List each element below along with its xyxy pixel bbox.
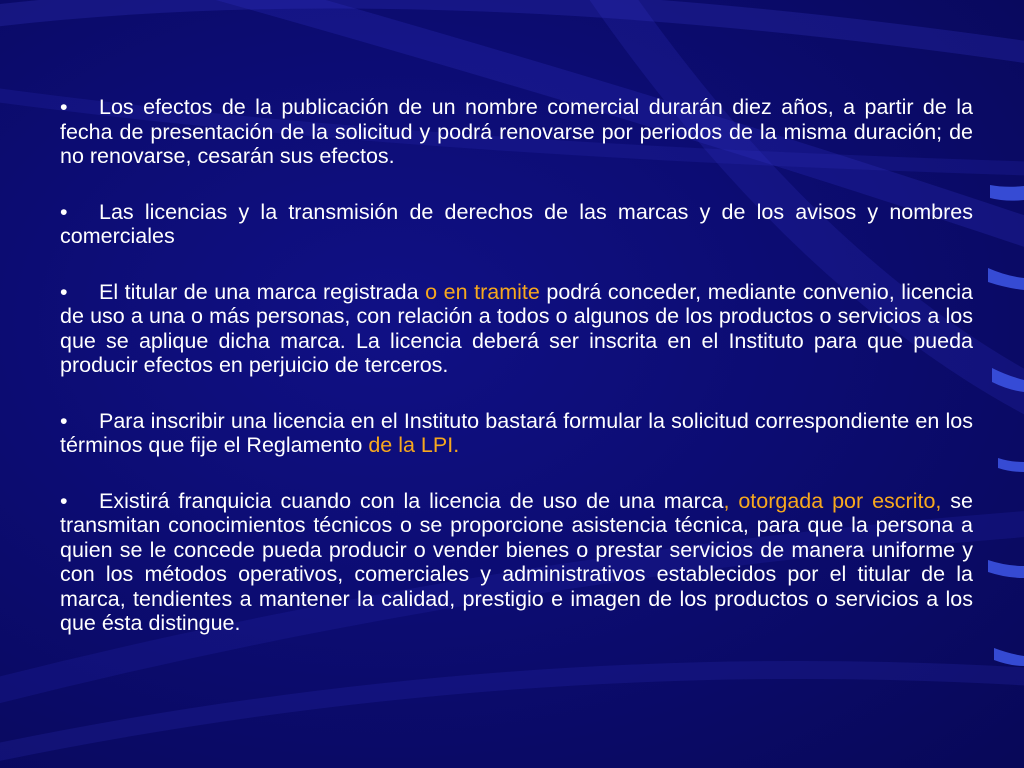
- paragraph-text: podrá conceder, mediante convenio, licencia de uso a una o más personas, con relación a todos o algunos de los productos o servicios a los que se aplique dicha marca. La licencia deberá ser inscrita en el Instituto para que pueda producir efectos en perjuicio de terceros.: [60, 279, 973, 377]
- paragraph-text: Los efectos de la publicación de un nombre comercial durarán diez años, a partir de la fecha de presentación de la solicitud y podrá renovarse por periodos de la misma duración; de no renovarse, cesarán sus efectos.: [60, 95, 973, 168]
- bullet-item-inscripcion-licencia: [60, 409, 973, 458]
- paragraph-text: Las licencias y la transmisión de derechos de las marcas y de los avisos y nombres comerciales: [60, 199, 973, 248]
- bullet-item-nombre-comercial-vigencia: [60, 95, 973, 169]
- paragraph-text: El titular de una marca registrada: [99, 279, 426, 304]
- bullet-list: [60, 95, 973, 667]
- bullet-marker: •: [60, 199, 68, 224]
- bullet-marker: •: [60, 95, 68, 119]
- bullet-item-titular-licencia: [60, 280, 973, 378]
- highlighted-text: de la LPI.: [368, 433, 460, 457]
- highlighted-text: , otorgada por escrito,: [723, 488, 942, 513]
- paragraph-text: Existirá franquicia cuando con la licencia de uso de una marca: [99, 488, 724, 513]
- bullet-marker: •: [60, 279, 68, 304]
- right-edge-dash-5: [988, 560, 1024, 578]
- paragraph-text: Para inscribir una licencia en el Instituto bastará formular la solicitud correspondiente en los términos que fije el Reglamento: [60, 408, 973, 457]
- right-edge-dash-6: [994, 648, 1024, 666]
- bullet-marker: •: [60, 408, 68, 433]
- bullet-marker: •: [60, 488, 68, 513]
- paragraph-text: se transmitan conocimientos técnicos o se proporcione asistencia técnica, para que la persona a quien se le concede pueda producir o vender bienes o prestar servicios de manera uniforme y con los métodos operativos, comerciales y administrativos establecidos por el titular de la marca, tendientes a mantener la calidad, prestigio e imagen de los productos o servicios a los que ésta distingue.: [60, 488, 973, 635]
- bullet-item-licencias-transmision: [60, 200, 973, 249]
- highlighted-text: o en tramite: [425, 279, 540, 304]
- right-edge-dash-4: [998, 458, 1024, 472]
- right-edge-dash-2: [988, 268, 1024, 290]
- right-edge-dash-1: [990, 185, 1024, 201]
- bullet-item-franquicia: [60, 489, 973, 636]
